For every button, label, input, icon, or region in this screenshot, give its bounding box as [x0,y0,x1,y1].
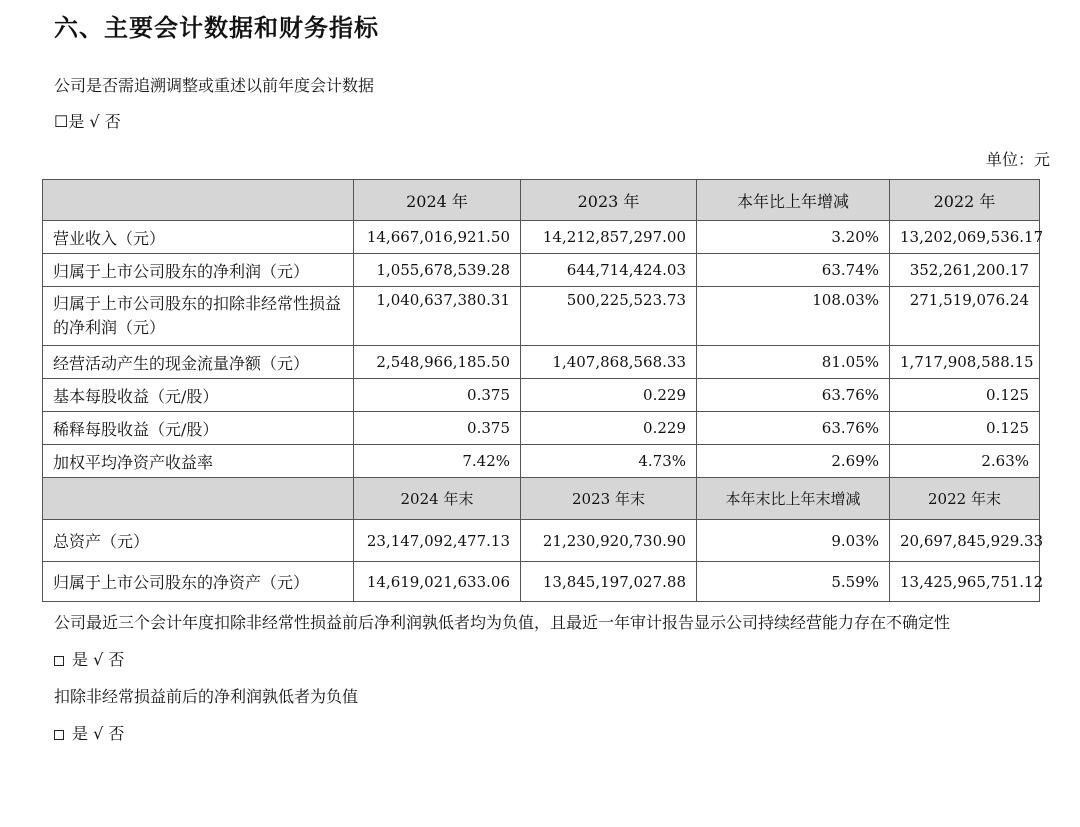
change-cell: 2.69% [697,445,890,478]
value-cell: 13,845,197,027.88 [521,562,697,602]
value-cell: 14,619,021,633.06 [354,562,521,602]
restate-question: 公司是否需追溯调整或重述以前年度会计数据 [54,76,375,95]
table-row [43,254,1040,287]
unit-label: 单位：元 [985,150,1050,169]
value-cell: 23,147,092,477.13 [354,520,521,562]
table-subheader-row [43,478,1040,520]
value-cell: 1,040,637,380.31 [354,287,521,346]
header-cell: 本年末比上年末增减 [697,478,890,520]
change-cell: 5.59% [697,562,890,602]
notes-section [54,607,1054,749]
value-cell: 4.73% [521,445,697,478]
going-concern-answer: 是 √ 否 [72,650,125,669]
value-cell: 1,407,868,568.33 [521,346,697,379]
table-row [43,221,1040,254]
row-label: 加权平均净资产收益率 [43,445,354,478]
change-cell: 108.03% [697,287,890,346]
change-cell: 9.03% [697,520,890,562]
value-cell: 14,212,857,297.00 [521,221,697,254]
financial-data-table [42,179,1044,602]
checkbox-icon [54,730,64,740]
row-label: 总资产（元） [43,520,354,562]
change-cell: 63.76% [697,412,890,445]
value-cell: 2,548,966,185.50 [354,346,521,379]
negative-profit-answer: 是 √ 否 [72,724,125,743]
table-row [43,346,1040,379]
value-cell: 0.229 [521,412,697,445]
value-cell: 271,519,076.24 [890,287,1040,346]
value-cell: 2.63% [890,445,1040,478]
header-cell: 2023 年末 [521,478,697,520]
value-cell: 644,714,424.03 [521,254,697,287]
value-cell: 352,261,200.17 [890,254,1040,287]
negative-profit-question: 扣除非经常损益前后的净利润孰低者为负值 [54,687,359,706]
section-title: 六、主要会计数据和财务指标 [54,13,379,42]
header-blank-cell [43,478,354,520]
header-cell: 2022 年末 [890,478,1040,520]
table-row [43,287,1040,346]
value-cell: 20,697,845,929.33 [890,520,1040,562]
value-cell: 13,202,069,536.17 [890,221,1040,254]
header-cell: 2024 年末 [354,478,521,520]
change-cell: 81.05% [697,346,890,379]
change-cell: 3.20% [697,221,890,254]
row-label: 归属于上市公司股东的净利润（元） [43,254,354,287]
going-concern-question: 公司最近三个会计年度扣除非经常性损益前后净利润孰低者均为负值，且最近一年审计报告显示公司持续经营能力存在不确定性 [54,613,951,632]
value-cell: 1,717,908,588.15 [890,346,1040,379]
table-row [43,379,1040,412]
header-blank-cell [43,180,354,221]
value-cell: 500,225,523.73 [521,287,697,346]
negative-profit-answer-line [54,718,1054,749]
row-label: 营业收入（元） [43,221,354,254]
checkbox-icon [54,656,64,666]
value-cell: 14,667,016,921.50 [354,221,521,254]
going-concern-answer-line [54,644,1054,675]
row-label: 经营活动产生的现金流量净额（元） [43,346,354,379]
value-cell: 0.125 [890,379,1040,412]
change-cell: 63.74% [697,254,890,287]
restate-answer: ☐是 √ 否 [54,112,121,131]
row-label: 基本每股收益（元/股） [43,379,354,412]
header-cell: 2023 年 [521,180,697,221]
value-cell: 0.375 [354,379,521,412]
value-cell: 0.375 [354,412,521,445]
table-row [43,445,1040,478]
value-cell: 0.125 [890,412,1040,445]
value-cell: 1,055,678,539.28 [354,254,521,287]
table-row [43,412,1040,445]
row-label: 归属于上市公司股东的扣除非经常性损益的净利润（元） [43,287,354,346]
table-header-row [43,180,1040,221]
value-cell: 13,425,965,751.12 [890,562,1040,602]
table-row [43,520,1040,562]
table-row [43,562,1040,602]
header-cell: 2024 年 [354,180,521,221]
value-cell: 21,230,920,730.90 [521,520,697,562]
header-cell: 本年比上年增减 [697,180,890,221]
row-label: 归属于上市公司股东的净资产（元） [43,562,354,602]
value-cell: 0.229 [521,379,697,412]
header-cell: 2022 年 [890,180,1040,221]
change-cell: 63.76% [697,379,890,412]
row-label: 稀释每股收益（元/股） [43,412,354,445]
value-cell: 7.42% [354,445,521,478]
